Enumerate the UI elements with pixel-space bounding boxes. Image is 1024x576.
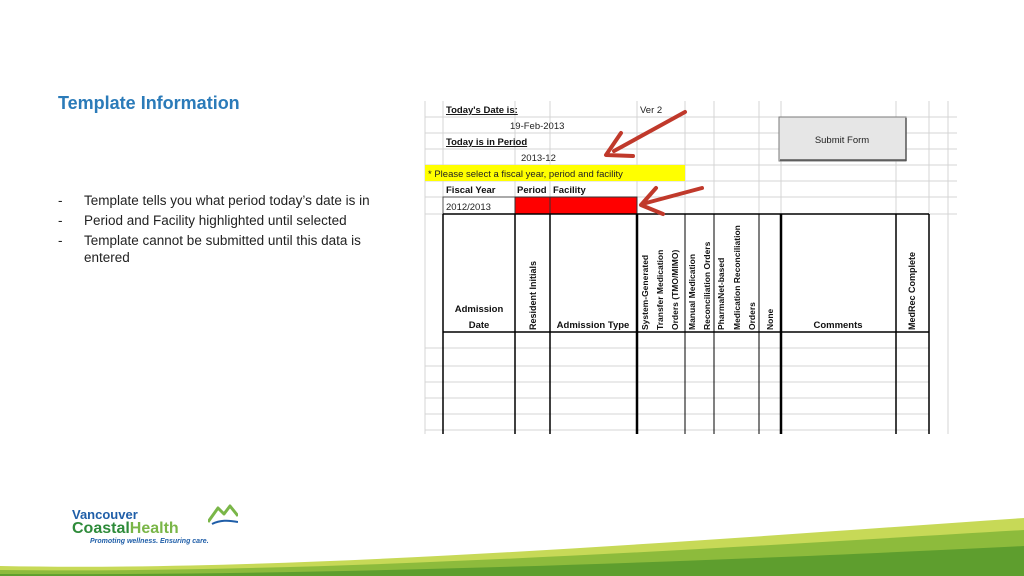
medrec-complete-header: MedRec Complete	[907, 251, 917, 330]
bullet-marker: -	[58, 213, 63, 228]
logo-health: Health	[129, 520, 179, 537]
facility-label: Facility	[553, 185, 586, 196]
vch-logo	[68, 500, 238, 550]
todays-date-label: Today's Date is:	[446, 105, 518, 116]
notice-text: * Please select a fiscal year, period and facility	[428, 169, 623, 180]
logo-line2	[72, 520, 179, 537]
facility-select[interactable]	[550, 197, 637, 214]
admission-date-header-1: Admission	[454, 304, 504, 315]
period-value: 2013-12	[521, 153, 556, 164]
pharmanet-header-1: PharmaNet-based	[716, 257, 726, 330]
bullet-text: Template tells you what period today’s date is in	[84, 193, 370, 208]
bullet-marker: -	[58, 233, 63, 248]
mountain-icon	[208, 500, 238, 526]
version-label: Ver 2	[640, 105, 663, 116]
pharmanet-header-3: Orders	[747, 302, 757, 330]
submit-form-button[interactable]	[779, 117, 906, 161]
resident-initials-header: Resident Initials	[528, 260, 538, 330]
submit-form-label: Submit Form	[814, 135, 870, 146]
bullet-text: Template cannot be submitted until this data is entered	[84, 233, 361, 265]
sysgen-header-2: Transfer Medication	[655, 249, 665, 330]
arrow-to-selectors-icon	[641, 188, 702, 214]
slide-title: Template Information	[58, 93, 240, 113]
logo-coastal: Coastal	[72, 520, 130, 537]
todays-date-value: 19-Feb-2013	[510, 121, 565, 132]
period-column-label: Period	[517, 185, 547, 196]
period-select[interactable]	[515, 197, 550, 214]
comments-header: Comments	[813, 320, 863, 331]
fiscal-year-value: 2012/2013	[446, 202, 491, 213]
bullet-marker: -	[58, 193, 63, 208]
manual-header-1: Manual Medication	[687, 253, 697, 330]
bullet-text: Period and Facility highlighted until selected	[84, 213, 347, 228]
admission-type-header: Admission Type	[556, 320, 630, 331]
pharmanet-header-2: Medication Reconciliation	[732, 225, 742, 330]
admission-date-header-2: Date	[468, 320, 490, 331]
sysgen-header-1: System-Generated	[640, 254, 650, 330]
period-label: Today is in Period	[446, 137, 528, 148]
logo-line1: Vancouver	[72, 507, 138, 522]
none-header: None	[765, 308, 775, 330]
sysgen-header-3: Orders (TMO/MIMO)	[670, 249, 680, 330]
fiscal-year-label: Fiscal Year	[446, 185, 496, 196]
logo-tagline: Promoting wellness. Ensuring care.	[90, 538, 209, 545]
manual-header-2: Reconciliation Orders	[702, 241, 712, 330]
